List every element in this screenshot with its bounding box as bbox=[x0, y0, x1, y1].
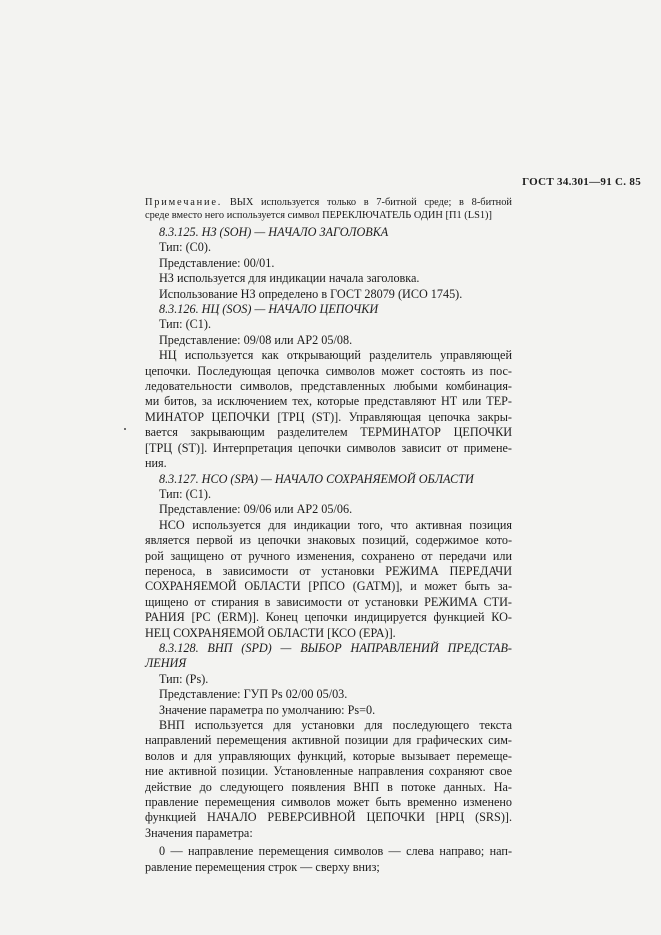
text-line: [ТРЦ (ST)]. Интерпретация цепочки символов зависит от примене- bbox=[145, 440, 512, 455]
text-line: Значения параметра: bbox=[145, 825, 253, 840]
note-label: Примечание. bbox=[145, 197, 223, 208]
text-line: Представление: 09/08 или АР2 05/08. bbox=[159, 332, 353, 347]
text-line: Представление: ГУП Ps 02/00 05/03. bbox=[159, 687, 348, 702]
note-line-1 bbox=[145, 196, 512, 209]
text-line: ВНП используется для установки для последующего текста bbox=[159, 718, 512, 732]
text-line: ния. bbox=[145, 456, 167, 471]
text-line: 0 — направление перемещения символов — слева направо; нап- bbox=[159, 844, 512, 859]
text-line: СОХРАНЯЕМОЙ ОБЛАСТИ [РПСО (GATM)], и может быть за- bbox=[145, 579, 512, 594]
text-line: ледовательности символов, представленных любыми комбинация- bbox=[145, 379, 512, 394]
text-line: ние активной позиции. Установленные направления сохраняют свое bbox=[145, 764, 512, 779]
text-line: НЦ используется как открывающий разделитель управляющей bbox=[159, 348, 512, 363]
page-header: ГОСТ 34.301—91 С. 85 bbox=[522, 176, 641, 188]
section-heading-cont: ЛЕНИЯ bbox=[145, 656, 187, 671]
text-line: цепочки. Последующая цепочка символов может состоять из пос- bbox=[145, 363, 512, 378]
text-line: МИНАТОР ЦЕПОЧКИ [ТРЦ (ST)]. Управляющая цепочка закры- bbox=[145, 409, 512, 424]
text-line: вается закрывающим разделителем ТЕРМИНАТОР ЦЕПОЧКИ bbox=[145, 425, 512, 440]
section-heading: 8.3.125. НЗ (SOH) — НАЧАЛО ЗАГОЛОВКА bbox=[159, 225, 389, 239]
text-line: РАНИЯ [РС (ERM)]. Конец цепочки индицируется функцией КО- bbox=[145, 610, 512, 625]
text-line: является первой из цепочки знаковых позиций, содержимое кото- bbox=[145, 533, 512, 548]
note-line-2: среде вместо него используется символ ПЕРЕКЛЮЧАТЕЛЬ ОДИН [П1 (LS1)] bbox=[145, 210, 492, 221]
text-line: направлений перемещения активной позиции для графических сим- bbox=[145, 733, 512, 748]
text-line: волов и для управляющих функций, которые вызывает перемеще- bbox=[145, 748, 512, 763]
text-line: НЕЦ СОХРАНЯЕМОЙ ОБЛАСТИ [КСО (ЕРА)]. bbox=[145, 625, 396, 640]
section-heading: 8.3.127. НСО (SPA) — НАЧАЛО СОХРАНЯЕМОЙ ОБЛАСТИ bbox=[159, 471, 474, 486]
text-line: Тип: (С0). bbox=[159, 240, 212, 255]
text-line: ми битов, за исключением тех, которые представляют НТ или ТЕР- bbox=[145, 394, 512, 409]
text-line: Тип: (С1). bbox=[159, 486, 212, 501]
text-line: правление перемещения символов может быть временно изменено bbox=[145, 795, 512, 810]
text-line: функцией НАЧАЛО РЕВЕРСИВНОЙ ЦЕПОЧКИ [НРЦ (SRS)]. bbox=[145, 810, 512, 825]
text-line: равление перемещения строк — сверху вниз; bbox=[145, 859, 380, 874]
text-line: Представление: 00/01. bbox=[159, 255, 275, 270]
text-line: НСО используется для индикации того, что активная позиция bbox=[159, 517, 512, 532]
text-body bbox=[145, 196, 512, 875]
text-line: Значение параметра по умолчанию: Ps=0. bbox=[159, 702, 376, 717]
section-heading: 8.3.128. ВНП (SPD) — ВЫБОР НАПРАВЛЕНИЙ ПРЕДСТАВ- bbox=[159, 640, 512, 655]
text-line: Использование НЗ определено в ГОСТ 28079 (ИСО 1745). bbox=[159, 286, 463, 301]
text-line: Тип: (С1). bbox=[159, 317, 212, 332]
text-line: рой защищено от ручного изменения, сохранено от передачи или bbox=[145, 548, 512, 563]
section-heading: 8.3.126. НЦ (SOS) — НАЧАЛО ЦЕПОЧКИ bbox=[159, 302, 379, 317]
text-line: Представление: 09/06 или АР2 05/06. bbox=[159, 502, 353, 517]
text-line: щищено от стирания в зависимости от установки РЕЖИМА СТИ- bbox=[145, 594, 512, 609]
scan-speck bbox=[124, 428, 126, 430]
text-line: Тип: (Ps). bbox=[159, 671, 209, 686]
text-line: действие до следующего появления ВНП в потоке данных. На- bbox=[145, 779, 512, 794]
text-line: НЗ используется для индикации начала заголовка. bbox=[159, 271, 420, 286]
text-line: переноса, в зависимости от установки РЕЖИМА ПЕРЕДАЧИ bbox=[145, 563, 512, 578]
note-text: ВЫХ используется только в 7-битной среде; в 8-битной bbox=[229, 197, 512, 208]
